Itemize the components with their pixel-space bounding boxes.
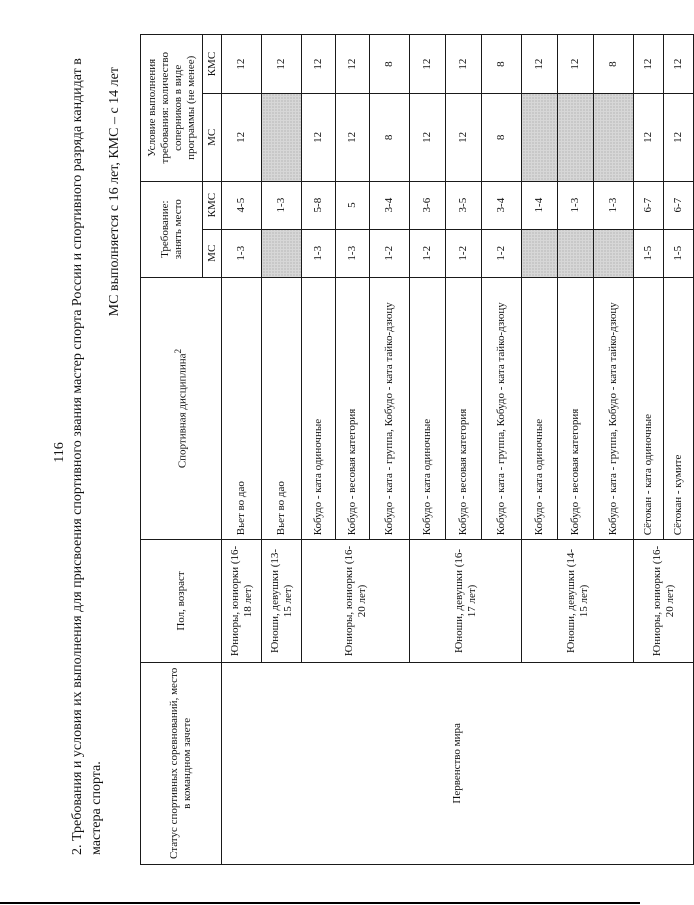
discipline-cell: Кобудо - ката одиночные [410,277,446,539]
place-ms-cell: 1-3 [302,229,336,277]
condition-ms-cell: 12 [222,94,262,181]
discipline-cell: Сётокан - ката одиночные [634,277,664,539]
header-ms-condition: МС [203,94,222,181]
page-number: 116 [52,442,67,463]
condition-kms-cell: 8 [370,35,410,94]
place-ms-cell: 1-2 [482,229,522,277]
discipline-cell: Кобудо - ката одиночные [302,277,336,539]
place-kms-cell: 3-6 [410,181,446,229]
condition-ms-cell: 12 [336,94,370,181]
place-ms-cell: 1-2 [410,229,446,277]
group-cell: Юноши, девушки (16-17 лет) [410,540,522,662]
condition-ms-cell [522,94,558,181]
place-kms-cell: 1-3 [558,181,594,229]
group-cell: Юниоры, юниорки (16-18 лет) [222,540,262,662]
place-kms-cell: 3-4 [482,181,522,229]
place-kms-cell: 3-4 [370,181,410,229]
condition-kms-cell: 12 [302,35,336,94]
header-discipline-text: Спортивная дисциплина [176,353,189,469]
place-ms-cell: 1-3 [222,229,262,277]
place-kms-cell: 3-5 [446,181,482,229]
condition-ms-cell: 12 [410,94,446,181]
condition-kms-cell: 12 [446,35,482,94]
condition-kms-cell: 12 [336,35,370,94]
condition-kms-cell: 12 [664,35,694,94]
discipline-cell: Кобудо - ката - группа, Кобудо - ката тайко-дзюцу [370,277,410,539]
place-ms-cell [522,229,558,277]
discipline-cell: Кобудо - ката одиночные [522,277,558,539]
group-cell: Юноши, девушки (13-15 лет) [262,540,302,662]
condition-ms-cell: 8 [482,94,522,181]
discipline-cell: Кобудо - весовая категория [336,277,370,539]
place-ms-cell [558,229,594,277]
place-ms-cell [594,229,634,277]
discipline-cell: Кобудо - весовая категория [558,277,594,539]
place-kms-cell: 6-7 [664,181,694,229]
place-ms-cell: 1-5 [664,229,694,277]
condition-kms-cell: 8 [482,35,522,94]
header-kms-condition: КМС [203,35,222,94]
condition-ms-cell [594,94,634,181]
discipline-cell: Сётокан - кумите [664,277,694,539]
header-kms-place: КМС [203,181,222,229]
condition-kms-cell: 8 [594,35,634,94]
section-heading: 2. Требования и условия их выполнения для присвоения спортивного звания мастер спорта России и спортивного разряда кандидат в мастера спорта. [70,58,104,855]
group-cell: Юниоры, юниорки (16-20 лет) [634,540,694,662]
discipline-cell: Кобудо - ката - группа, Кобудо - ката тайко-дзюцу [482,277,522,539]
condition-ms-cell: 12 [302,94,336,181]
place-kms-cell: 1-3 [594,181,634,229]
place-kms-cell: 4-5 [222,181,262,229]
group-cell: Юноши, девушки (14-15 лет) [522,540,634,662]
header-discipline-footnote: 2 [173,348,184,354]
condition-ms-cell: 12 [634,94,664,181]
condition-ms-cell [558,94,594,181]
place-kms-cell: 5-8 [302,181,336,229]
place-ms-cell: 1-2 [370,229,410,277]
condition-ms-cell [262,94,302,181]
condition-ms-cell: 12 [446,94,482,181]
place-kms-cell: 1-3 [262,181,302,229]
place-ms-cell: 1-3 [336,229,370,277]
condition-kms-cell: 12 [522,35,558,94]
header-status: Статус спортивных соревнований, место в командном зачете [141,662,222,864]
condition-kms-cell: 12 [634,35,664,94]
discipline-cell: Вьет во дао [262,277,302,539]
place-ms-cell: 1-5 [634,229,664,277]
header-ms-place: МС [203,229,222,277]
place-kms-cell: 5 [336,181,370,229]
place-kms-cell: 1-4 [522,181,558,229]
header-condition: Условие выполнения требования: количество соперников в виде программы (не менее) [141,35,203,182]
condition-kms-cell: 12 [558,35,594,94]
place-kms-cell: 6-7 [634,181,664,229]
place-ms-cell: 1-2 [446,229,482,277]
header-place-requirement: Требование: занять место [141,181,203,277]
discipline-cell: Вьет во дао [222,277,262,539]
condition-kms-cell: 12 [410,35,446,94]
header-discipline [141,277,222,539]
table-row [222,35,262,865]
condition-kms-cell: 12 [262,35,302,94]
place-ms-cell [262,229,302,277]
discipline-cell: Кобудо - весовая категория [446,277,482,539]
age-note: МС выполняется с 16 лет, КМС – с 14 лет [107,67,122,317]
condition-ms-cell: 8 [370,94,410,181]
requirements-table [140,34,694,865]
header-gender-age: Пол, возраст [141,540,222,662]
condition-kms-cell: 12 [222,35,262,94]
group-cell: Юниоры, юниорки (16-20 лет) [302,540,410,662]
discipline-cell: Кобудо - ката - группа, Кобудо - ката тайко-дзюцу [594,277,634,539]
condition-ms-cell: 12 [664,94,694,181]
status-cell: Первенство мира [222,662,694,864]
